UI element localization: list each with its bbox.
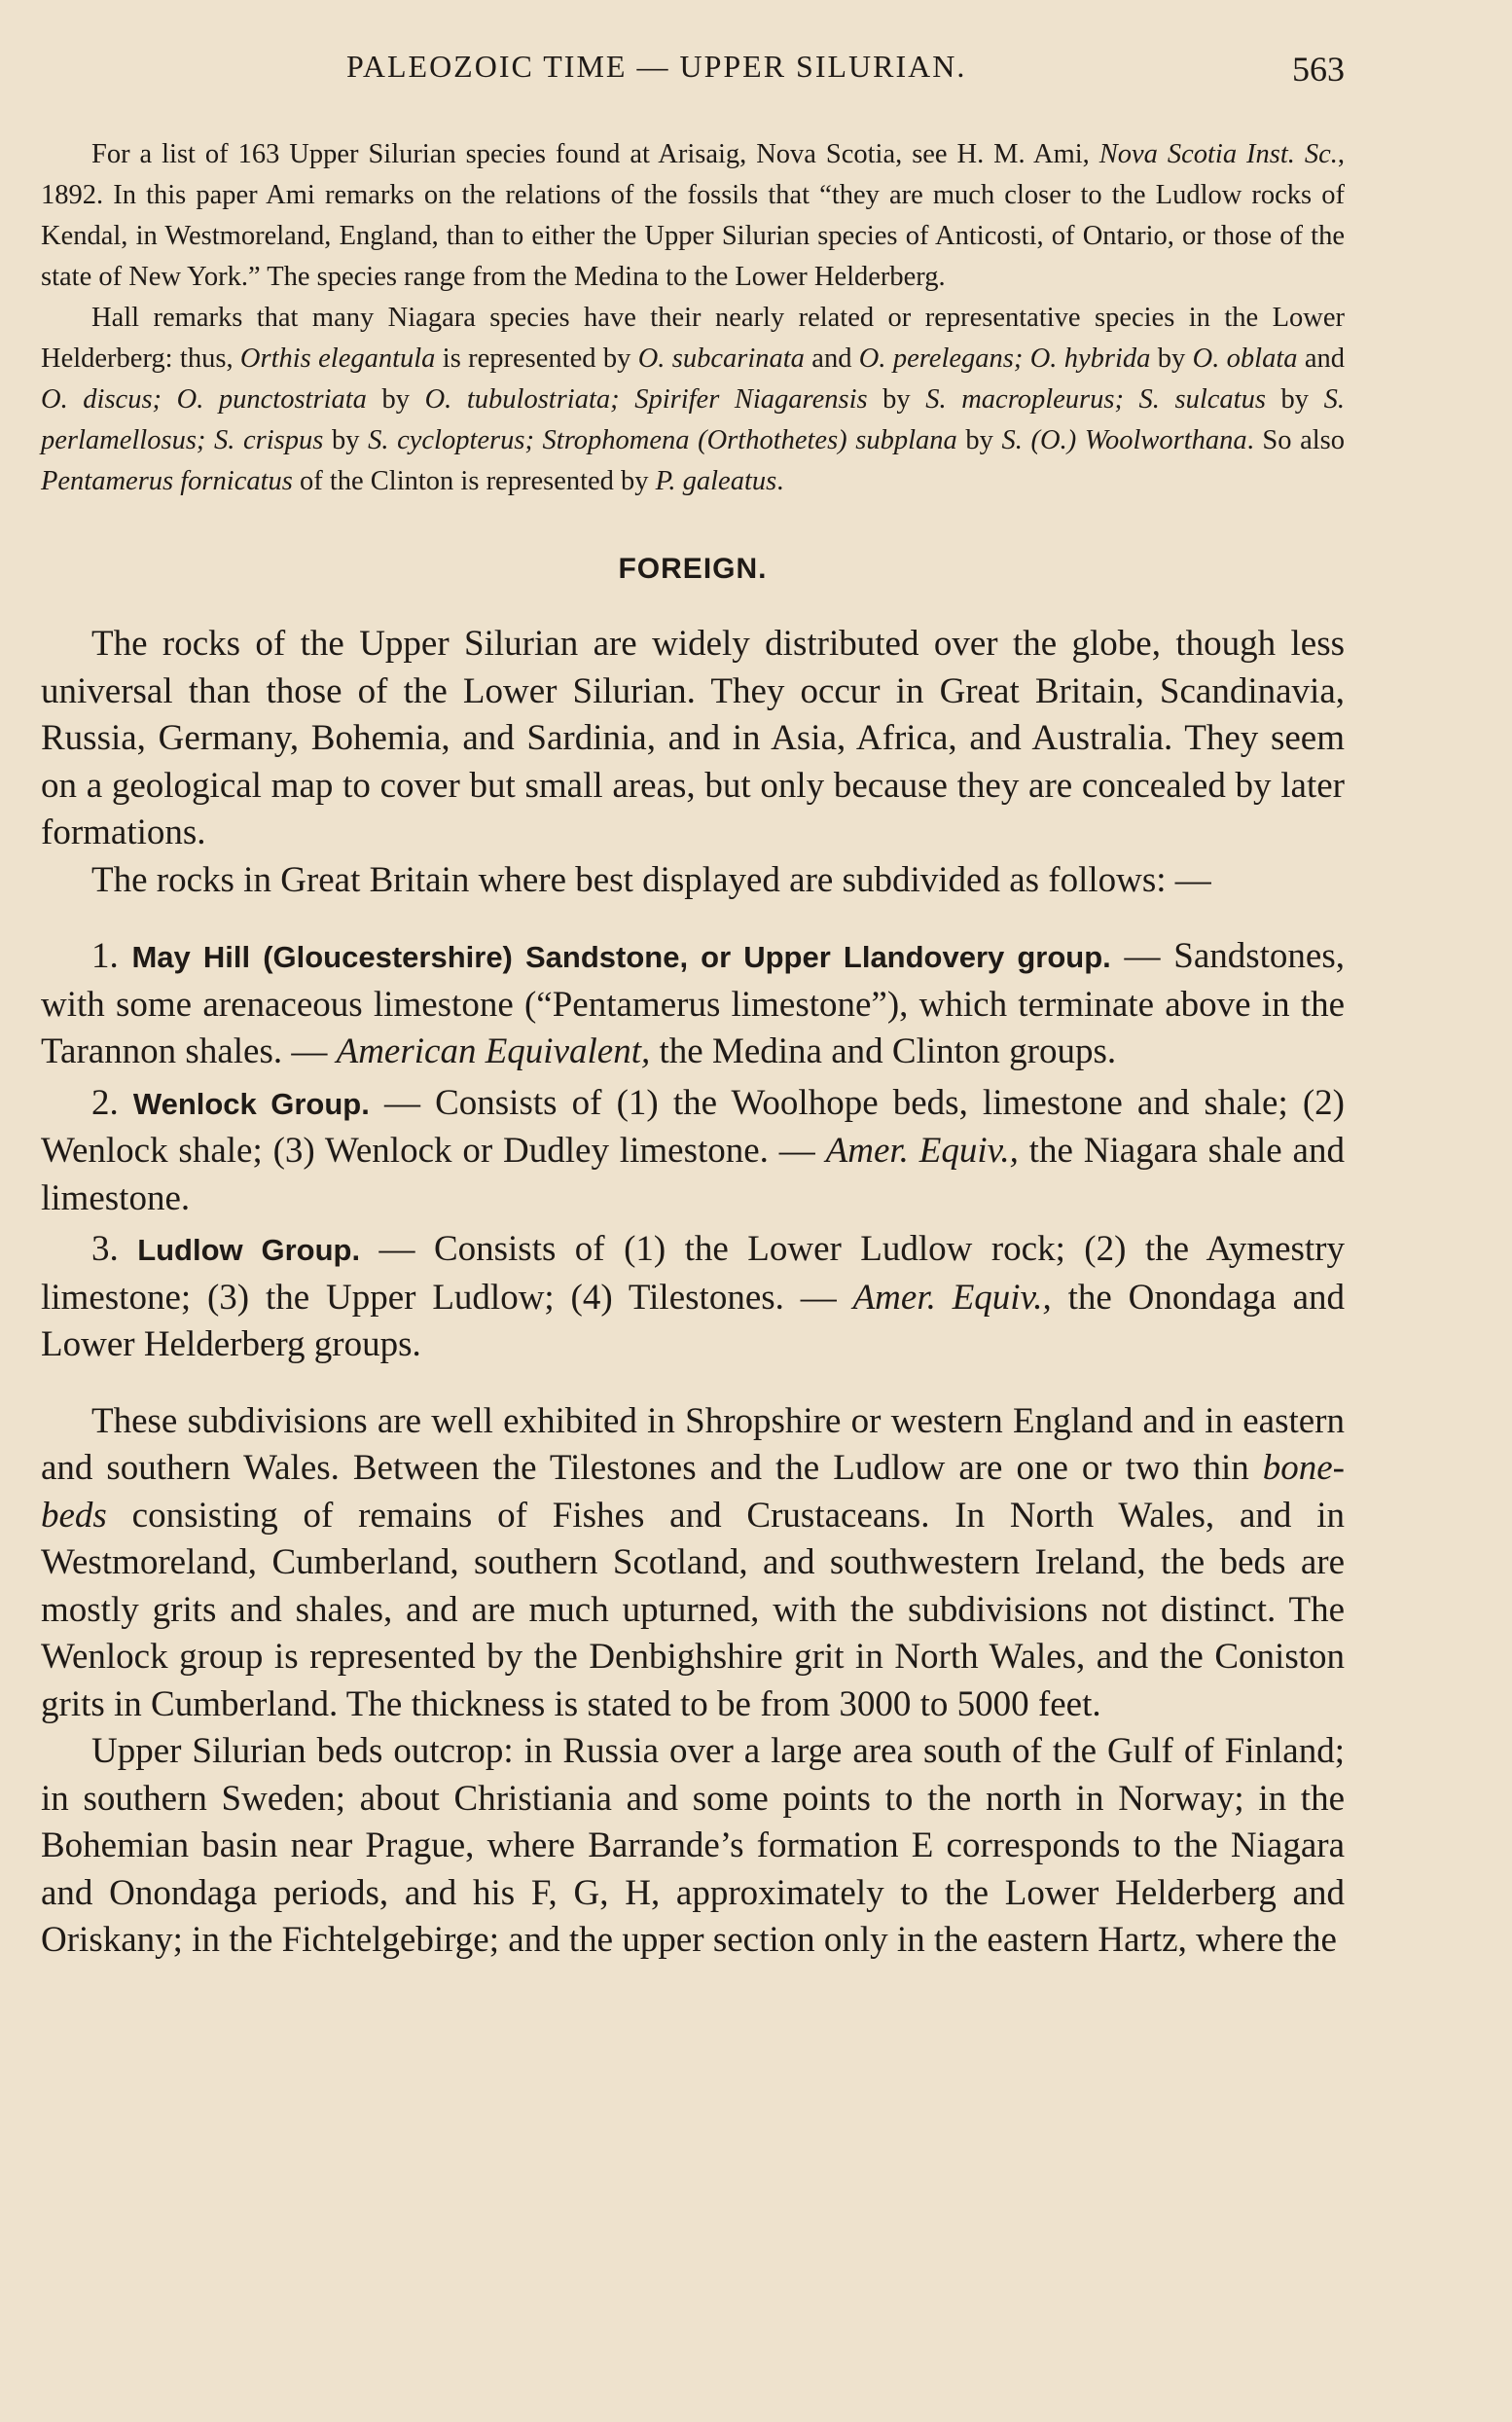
main-body-text bbox=[41, 621, 1345, 1965]
list-item-may-hill: 1. May Hill (Gloucestershire) Sandstone, or Upper Llandovery group. — Sandstones, with some arenaceous limestone (“Pentamerus limestone”), which terminate above in the Tarannon shales. — American Equivalent, the Medina and Clinton groups. bbox=[41, 936, 1346, 1071]
list-item-ludlow: 3. Ludlow Group. — Consists of (1) the Lower Ludlow rock; (2) the Aymestry limestone; (3) the Upper Ludlow; (4) Tilestones. — Amer. Equiv., the Onondaga and Lower Helderberg groups. bbox=[41, 1229, 1345, 1364]
list-item-wenlock: 2. Wenlock Group. — Consists of (1) the Woolhope beds, limestone and shale; (2) Wenlock shale; (3) Wenlock or Dudley limestone. — Amer. Equiv., the Niagara shale and limestone. bbox=[41, 1082, 1345, 1218]
page-header bbox=[0, 49, 1512, 107]
body-paragraph-1: The rocks of the Upper Silurian are widely distributed over the globe, though less universal than those of the Lower Silurian. They occur in Great Britain, Scandinavia, Russia, Germany, Bohemia, and Sardinia, and in Asia, Africa, and Australia. They seem on a geological map to cover but small areas, but only because they are concealed by later formations. bbox=[41, 624, 1345, 852]
page-number: 563 bbox=[1292, 50, 1345, 89]
body-paragraph-3: These subdivisions are well exhibited in Shropshire or western England and in eastern and southern Wales. Between the Tilestones and the Ludlow are one or two thin bone-beds consisting of remains of Fishes and Crustaceans. In North Wales, and in Westmoreland, Cumberland, southern Scotland, and southwestern Ireland, the beds are mostly grits and shales, and are much upturned, with the subdivisions not distinct. The Wenlock group is represented by the Denbighshire grit in North Wales, and the Coniston grits in Cumberland. The thickness is stated to be from 3000 to 5000 feet. bbox=[41, 1400, 1345, 1724]
body-paragraph-4: Upper Silurian beds outcrop: in Russia over a large area south of the Gulf of Finland; in southern Sweden; about Christiania and some points to the north in Norway; in the Bohemian basin near Prague, where Barrande’s formation E corresponds to the Niagara and Onondaga periods, and his F, G, H, approximately to the Lower Helderberg and Oriskany; in the Fichtelgebirge; and the upper section only in the eastern Hartz, where the bbox=[41, 1731, 1345, 1960]
text-column bbox=[41, 134, 1345, 1965]
small-print-note bbox=[41, 134, 1345, 502]
note-paragraph-1: For a list of 163 Upper Silurian species found at Arisaig, Nova Scotia, see H. M. Ami, Nova Scotia Inst. Sc., 1892. In this paper Ami remarks on the relations of the fossils that “they are much closer to the Ludlow rocks of Kendal, in Westmoreland, England, than to either the Upper Silurian species of Anticosti, of Ontario, or those of the state of New York.” The species range from the Medina to the Lower Helderberg. bbox=[41, 139, 1345, 292]
body-paragraph-2: The rocks in Great Britain where best displayed are subdivided as follows: — bbox=[91, 859, 1211, 900]
running-head: PALEOZOIC TIME — UPPER SILURIAN. bbox=[346, 49, 967, 84]
note-paragraph-2: Hall remarks that many Niagara species have their nearly related or representative species in the Lower Helderberg: thus, Orthis elegantula is represented by O. subcarinata and O. perelegans; O. hybrida by O. oblata and O. discus; O. punctostriata by O. tubulostriata; Spirifer Niagarensis by S. macropleurus; S. sulcatus by S. perlamellosus; S. crispus by S. cyclopterus; Strophomena (Orthothetes) subplana by S. (O.) Woolworthana. So also Pentamerus fornicatus of the Clinton is represented by P. galeatus. bbox=[41, 303, 1346, 496]
section-title: FOREIGN. bbox=[618, 553, 768, 585]
